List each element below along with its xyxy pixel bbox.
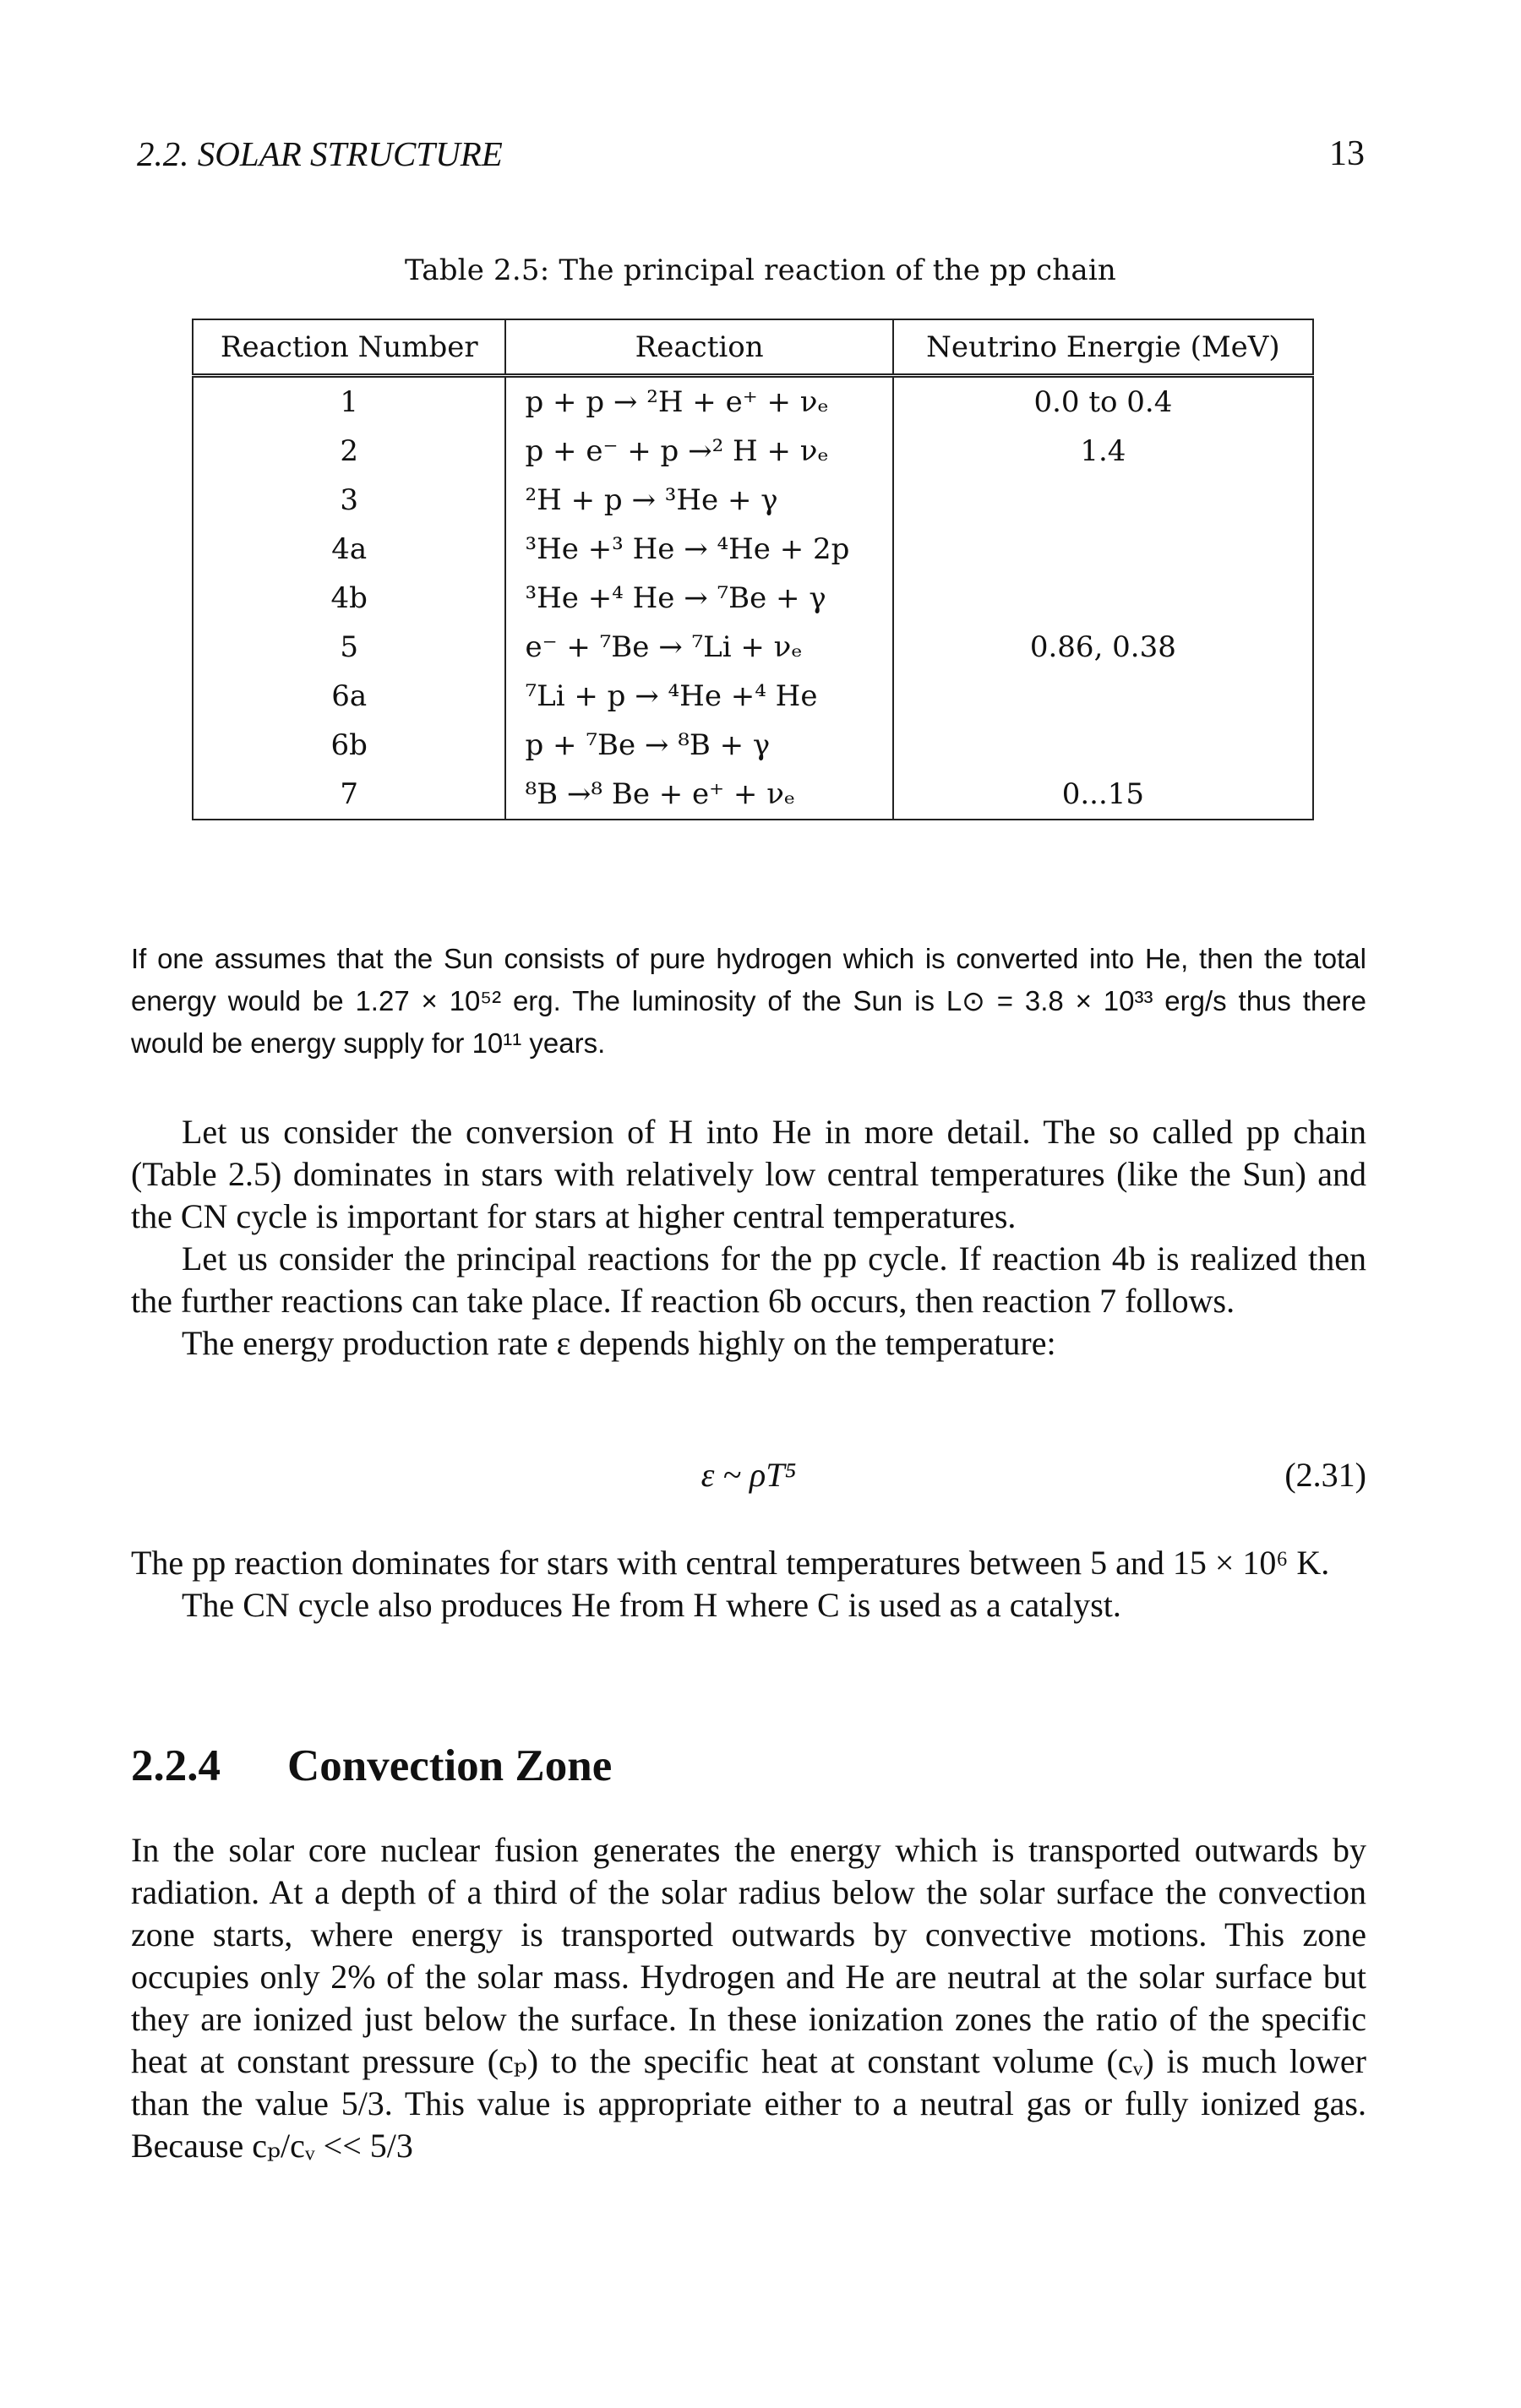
reaction-number: 2 [193,427,505,476]
running-head: 2.2. SOLAR STRUCTURE [137,134,503,173]
section-number: 2.2.4 [131,1741,221,1790]
reaction-formula: ³He +³ He → ⁴He + 2p [505,525,892,574]
paragraph: The pp reaction dominates for stars with central temperatures between 5 and 15 × 10⁶ K. [131,1544,1330,1582]
section-text [131,1829,1366,2167]
reaction-formula: p + ⁷Be → ⁸B + γ [505,721,892,770]
reaction-number: 5 [193,623,505,672]
section-title: Convection Zone [287,1741,613,1790]
reaction-formula: ²H + p → ³He + γ [505,476,892,525]
table-header-row [193,319,1313,376]
reaction-formula: p + p → ²H + e⁺ + νₑ [505,376,892,428]
table-row [193,476,1313,525]
page-number: 13 [1329,134,1365,173]
equation-expression: ε ~ ρT⁵ [701,1456,797,1494]
paragraph: In the solar core nuclear fusion generates the energy which is transported outwards by radiation. At a depth of a third of the solar radius below the solar surface the convection zone starts, where energy is transported outwards by convective motions. This zone occupies only 2% of the solar mass. Hydrogen and He are neutral at the solar surface but they are ionized just below the surface. In these ionization zones the ratio of the specific heat at constant pressure (cₚ) to the specific heat at constant volume (cᵥ) is much lower than the value 5/3. This value is appropriate either to a neutral gas or fully ionized gas. Because cₚ/cᵥ << 5/3 [131,1831,1366,2165]
energy-supply-note: If one assumes that the Sun consists of pure hydrogen which is converted into He, then the total energy would be 1.27 × 10⁵² erg. The luminosity of the Sun is L⊙ = 3.8 × 10³³ erg/s thus there would be energy supply for 10¹¹ years. [131,943,1366,1059]
column-header: Reaction Number [193,319,505,376]
section-heading [131,1741,612,1791]
table-row [193,376,1313,428]
neutrino-energy [893,525,1313,574]
reaction-number: 4a [193,525,505,574]
reaction-formula: ³He +⁴ He → ⁷Be + γ [505,574,892,623]
neutrino-energy: 0...15 [893,770,1313,820]
neutrino-energy: 1.4 [893,427,1313,476]
paragraph: The energy production rate ε depends highly on the temperature: [182,1324,1056,1362]
reaction-formula: ⁷Li + p → ⁴He +⁴ He [505,672,892,721]
table-row [193,770,1313,820]
reaction-number: 6a [193,672,505,721]
reaction-number: 7 [193,770,505,820]
reaction-number: 3 [193,476,505,525]
reaction-table [192,319,1314,820]
table-caption: Table 2.5: The principal reaction of the pp chain [404,253,1116,287]
reaction-number: 6b [193,721,505,770]
main-text [131,1111,1366,1365]
neutrino-energy [893,721,1313,770]
table-row [193,525,1313,574]
reaction-formula: p + e⁻ + p →² H + νₑ [505,427,892,476]
neutrino-energy [893,476,1313,525]
equation-number: (2.31) [1284,1456,1366,1494]
neutrino-energy [893,574,1313,623]
reaction-number: 4b [193,574,505,623]
paragraph: Let us consider the principal reactions for the pp cycle. If reaction 4b is realized then the further reactions can take place. If reaction 6b occurs, then reaction 7 follows. [131,1239,1366,1320]
column-header: Reaction [505,319,892,376]
equation [131,1455,1366,1502]
neutrino-energy: 0.86, 0.38 [893,623,1313,672]
main-text-continued [131,1542,1366,1626]
table-row [193,574,1313,623]
table-row [193,672,1313,721]
reaction-formula: ⁸B →⁸ Be + e⁺ + νₑ [505,770,892,820]
table-row [193,623,1313,672]
table-row [193,721,1313,770]
reaction-number: 1 [193,376,505,428]
neutrino-energy: 0.0 to 0.4 [893,376,1313,428]
paragraph: The CN cycle also produces He from H where C is used as a catalyst. [182,1586,1121,1624]
table-row [193,427,1313,476]
column-header: Neutrino Energie (MeV) [893,319,1313,376]
neutrino-energy [893,672,1313,721]
reaction-formula: e⁻ + ⁷Be → ⁷Li + νₑ [505,623,892,672]
paragraph: Let us consider the conversion of H into He in more detail. The so called pp chain (Table 2.5) dominates in stars with relatively low central temperatures (like the Sun) and the CN cycle is important for stars at higher central temperatures. [131,1113,1366,1235]
